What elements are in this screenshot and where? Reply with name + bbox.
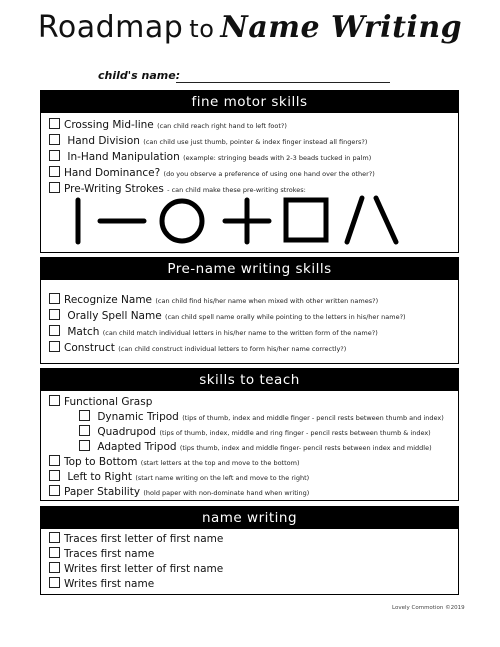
pre-name-header: Pre-name writing skills xyxy=(41,258,458,280)
checkbox[interactable] xyxy=(79,425,90,436)
fine-motor-item: Crossing Mid-line (can child reach right hand to left foot?) xyxy=(49,118,287,131)
skills-item: Left to Right (start name writing on the left and move to the right) xyxy=(49,470,309,483)
skills-item: Paper Stability (hold paper with non-dominate hand when writing) xyxy=(49,485,309,498)
checkbox[interactable] xyxy=(49,166,60,177)
fine-motor-item: Hand Division (can child use just thumb, pointer & index finger instead all fingers?) xyxy=(49,134,367,147)
child-name-label: child's name: xyxy=(98,69,181,82)
name-writing-item: Traces first name xyxy=(49,547,154,560)
title-to: to xyxy=(189,15,215,43)
fine-motor-item: Hand Dominance? (do you observe a preference of using one hand over the other?) xyxy=(49,166,375,179)
checkbox[interactable] xyxy=(49,118,60,129)
checkbox[interactable] xyxy=(49,150,60,161)
circle-stroke xyxy=(162,201,202,241)
skills-to-teach-section xyxy=(40,368,459,501)
checkbox[interactable] xyxy=(49,325,60,336)
fine-motor-header: fine motor skills xyxy=(41,91,458,113)
checkbox[interactable] xyxy=(49,562,60,573)
pre-name-item: Recognize Name (can child find his/her name when mixed with other written names?) xyxy=(49,293,378,306)
name-writing-item: Writes first letter of first name xyxy=(49,562,223,575)
checkbox[interactable] xyxy=(49,341,60,352)
functional-grasp-item: Functional Grasp xyxy=(49,395,152,408)
child-name-line[interactable] xyxy=(176,82,390,83)
pre-writing-strokes-illustration xyxy=(32,178,452,248)
fine-motor-item: Pre-Writing Strokes - can child make these pre-writing strokes: xyxy=(49,182,306,195)
pre-name-item: Orally Spell Name (can child spell name orally while pointing to the letters in his/her name?) xyxy=(49,309,406,322)
fine-motor-item: In-Hand Manipulation (example: stringing beads with 2-3 beads tucked in palm) xyxy=(49,150,371,163)
checkbox[interactable] xyxy=(49,455,60,466)
checkbox[interactable] xyxy=(49,293,60,304)
checkbox[interactable] xyxy=(49,547,60,558)
title-roadmap: Roadmap xyxy=(37,10,184,45)
square-stroke xyxy=(286,200,326,240)
grasp-subitem: Quadrupod (tips of thumb, index, middle and ring finger - pencil rests between thumb & index) xyxy=(79,425,431,438)
forward-slash-stroke xyxy=(347,198,362,242)
name-writing-section xyxy=(40,506,459,595)
pre-name-item: Match (can child match individual letters in his/her name to the written form of the name?) xyxy=(49,325,378,338)
back-slash-stroke xyxy=(376,198,396,242)
skills-item: Top to Bottom (start letters at the top and move to the bottom) xyxy=(49,455,300,468)
checkbox[interactable] xyxy=(79,410,90,421)
title-name-writing: Name Writing xyxy=(220,10,463,45)
name-writing-header: name writing xyxy=(41,507,458,529)
checkbox[interactable] xyxy=(49,309,60,320)
grasp-subitem: Dynamic Tripod (tips of thumb, index and middle finger - pencil rests between thumb and index) xyxy=(79,410,444,423)
skills-to-teach-header: skills to teach xyxy=(41,369,458,391)
checkbox[interactable] xyxy=(49,470,60,481)
pre-name-section xyxy=(40,257,459,364)
grasp-subitem: Adapted Tripod (tips thumb, index and middle finger- pencil rests between index and middle) xyxy=(79,440,432,453)
checkbox[interactable] xyxy=(49,532,60,543)
page-title xyxy=(0,10,500,45)
copyright-credit: Lovely Commotion ©2019 xyxy=(392,605,465,611)
checkbox[interactable] xyxy=(49,577,60,588)
pre-name-item: Construct (can child construct individual letters to form his/her name correctly?) xyxy=(49,341,346,354)
name-writing-item: Traces first letter of first name xyxy=(49,532,223,545)
checkbox[interactable] xyxy=(49,395,60,406)
name-writing-item: Writes first name xyxy=(49,577,154,590)
checkbox[interactable] xyxy=(49,134,60,145)
checkbox[interactable] xyxy=(79,440,90,451)
checkbox[interactable] xyxy=(49,485,60,496)
